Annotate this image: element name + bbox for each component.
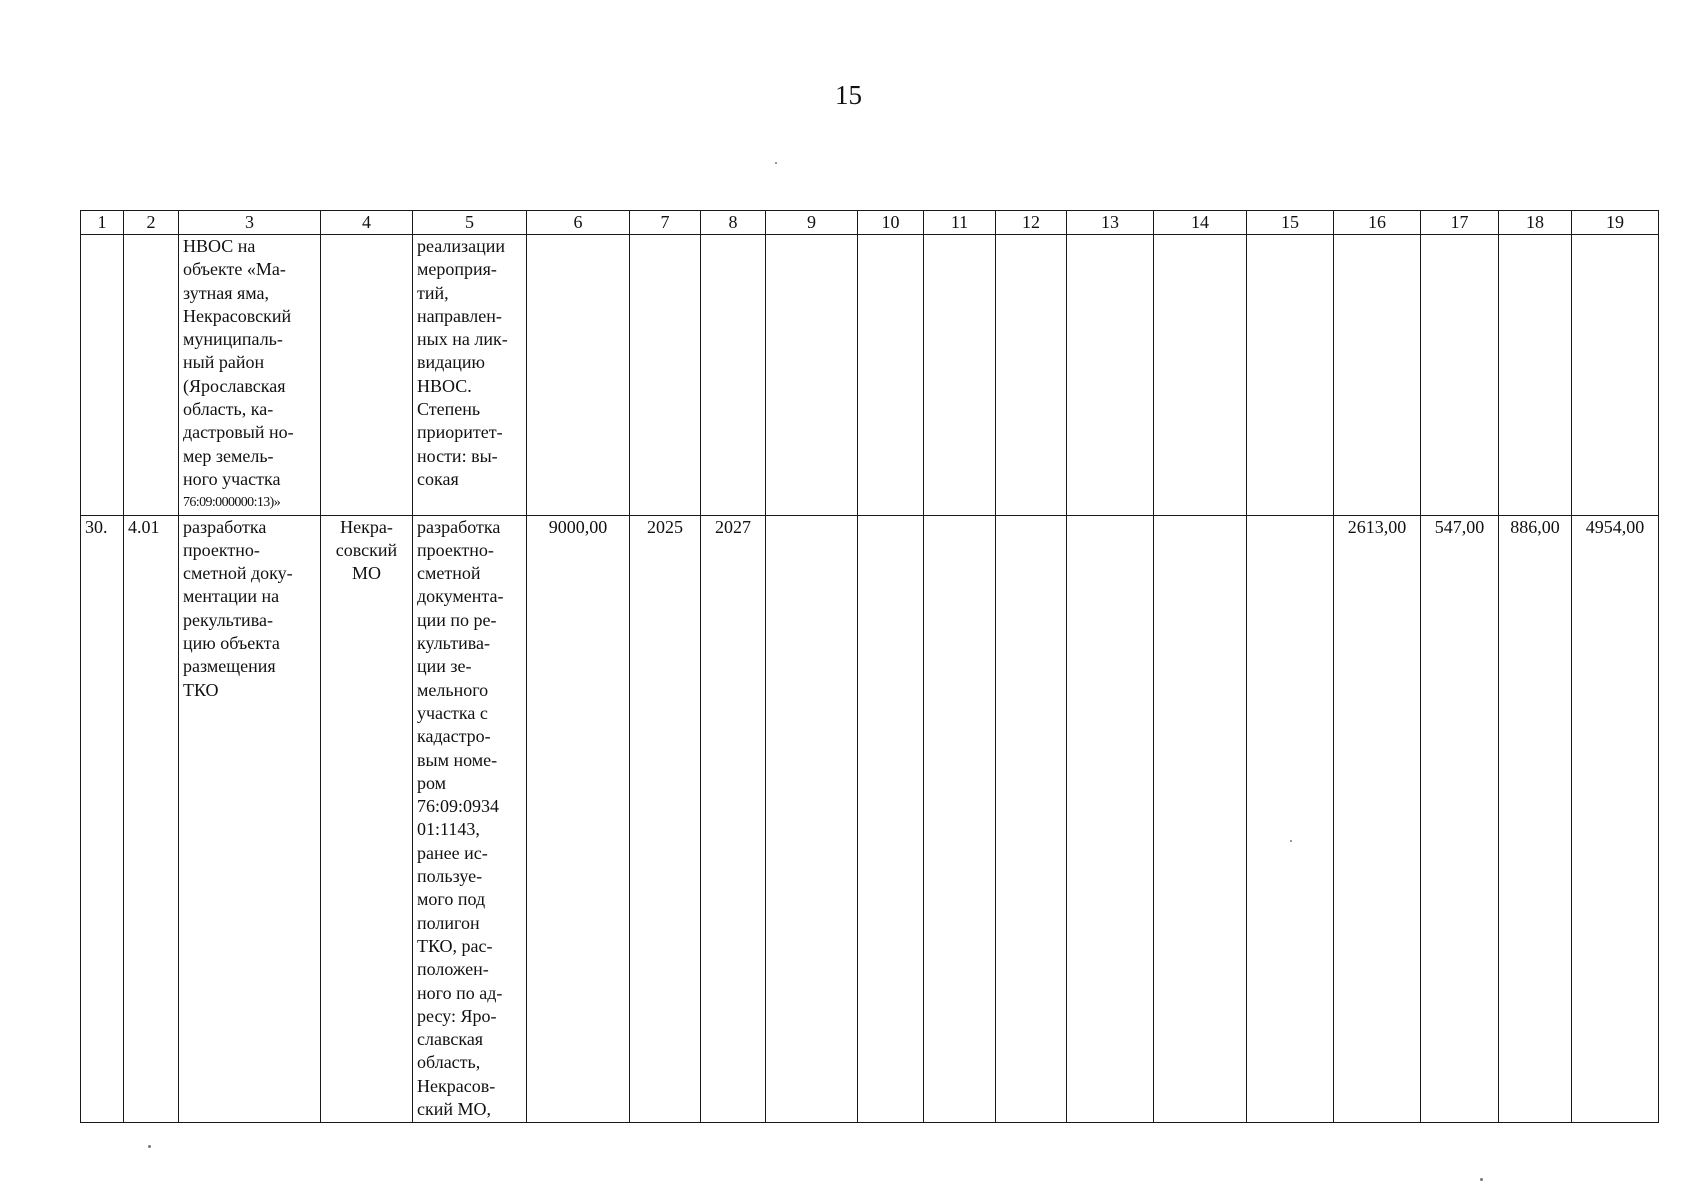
cell-empty (1067, 515, 1154, 1122)
column-number: 18 (1499, 211, 1572, 235)
column-number: 4 (321, 211, 413, 235)
column-number: 14 (1154, 211, 1247, 235)
cell-end-year: 2027 (701, 515, 766, 1122)
cell-empty (766, 515, 858, 1122)
scan-speck (1290, 840, 1292, 842)
column-number: 11 (924, 211, 996, 235)
scan-speck (775, 162, 777, 164)
cell-total-cost: 9000,00 (527, 515, 630, 1122)
cell-empty (1247, 235, 1334, 516)
column-number-row (81, 211, 1659, 235)
scan-speck (1480, 1178, 1483, 1181)
column-number: 10 (858, 211, 924, 235)
cell-row-number: 30. (81, 515, 124, 1122)
column-number: 15 (1247, 211, 1334, 235)
cell-value-16: 2613,00 (1334, 515, 1421, 1122)
cell-empty (1154, 515, 1247, 1122)
cell-empty (858, 515, 924, 1122)
cell-empty (1499, 235, 1572, 516)
cell-empty (701, 235, 766, 516)
cell-start-year: 2025 (630, 515, 701, 1122)
cell-empty (1334, 235, 1421, 516)
cell-empty (1067, 235, 1154, 516)
cell-value-18: 886,00 (1499, 515, 1572, 1122)
cell-municipality: Некра- совский МО (321, 515, 413, 1122)
table-row (81, 235, 1659, 516)
page-number: 15 (835, 80, 862, 110)
scan-speck (148, 1145, 151, 1148)
column-number: 7 (630, 211, 701, 235)
cell-description-continued: реализации мероприя- тий, направлен- ных на лик- видацию НВОС. Степень приоритет- ности: вы- сокая (413, 235, 527, 516)
cell-empty (996, 515, 1067, 1122)
cell-empty (321, 235, 413, 516)
cell-value-17: 547,00 (1421, 515, 1499, 1122)
column-number: 17 (1421, 211, 1499, 235)
column-number: 19 (1572, 211, 1659, 235)
column-number: 9 (766, 211, 858, 235)
cell-item-code: 4.01 (124, 515, 179, 1122)
object-name-text: НВОС на объекте «Ма- зутная яма, Некрасовский муниципаль- ный район (Ярославская область, ка- дастровый но- мер земель- ного участка (183, 236, 294, 489)
cadastral-number-text: 76:09:000000:13)» (183, 495, 281, 511)
column-number: 1 (81, 211, 124, 235)
cell-description: разработка проектно- сметной документа- ции по ре- культива- ции зе- мельного участка с кадастро- вым номе- ром 76:09:0934 01:1143, ранее ис- пользуе- мого под полигон ТКО, рас- положен- ного по ад- ресу: Яро- славская область, Некрасов- ский МО, (413, 515, 527, 1122)
cell-empty (1572, 235, 1659, 516)
column-number: 16 (1334, 211, 1421, 235)
data-table (80, 210, 1659, 1123)
cell-empty (924, 235, 996, 516)
cell-empty (124, 235, 179, 516)
column-number: 8 (701, 211, 766, 235)
table-row (81, 515, 1659, 1122)
column-number: 13 (1067, 211, 1154, 235)
column-number: 5 (413, 211, 527, 235)
cell-object-name-continued (179, 235, 321, 516)
column-number: 6 (527, 211, 630, 235)
cell-empty (1247, 515, 1334, 1122)
cell-empty (81, 235, 124, 516)
cell-object-name: разработка проектно- сметной доку- ментации на рекультива- цию объекта размещения ТКО (179, 515, 321, 1122)
column-number: 3 (179, 211, 321, 235)
cell-empty (924, 515, 996, 1122)
cell-value-19: 4954,00 (1572, 515, 1659, 1122)
cell-empty (1154, 235, 1247, 516)
column-number: 12 (996, 211, 1067, 235)
cell-empty (527, 235, 630, 516)
column-number: 2 (124, 211, 179, 235)
cell-empty (766, 235, 858, 516)
cell-empty (858, 235, 924, 516)
cell-empty (1421, 235, 1499, 516)
cell-empty (996, 235, 1067, 516)
cell-empty (630, 235, 701, 516)
